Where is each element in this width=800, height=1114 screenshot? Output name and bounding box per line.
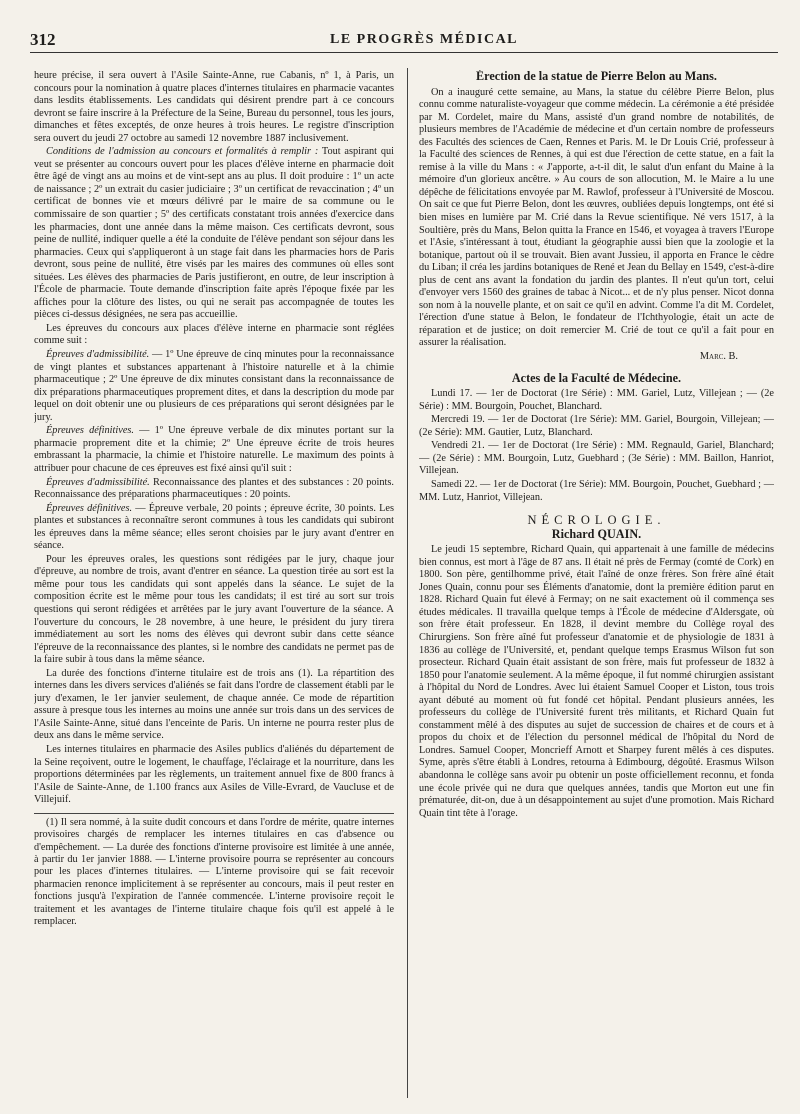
right-column xyxy=(419,70,774,1098)
footnote: (1) Il sera nommé, à la suite dudit concours et dans l'ordre de mérite, quatre internes provisoires chargés de remplacer les internes titulaires en cas d'absence ou d'empêchement. — La durée des fonctions d'interne provisoire est limitée à une année, à partir du 1er janvier 1888. — L'interne provisoire pourra se représenter au concours pour les places d'internes titulaires. — L'interne provisoire qui se fait recevoir pharmacien renonce implicitement à se représenter au concours, mais il peut rester en fonctions jusqu'à l'expiration de l'année commencée. L'interne provisoire reçoit le traitement et les avantages de l'interne titulaire chaque fois qu'il est appelé à le remplacer. xyxy=(34,816,394,927)
definitives-text: — 1º Une épreuve verbale de dix minutes portant sur la pharmacie proprement dite et la chimie; 2º Une épreuve écrite de trois heures embrassant la pharmacie, la chimie et l'histoire naturelle. Le maximum des points à attribuer pour chacune de ces épreuves est fixé ainsi qu'il suit : xyxy=(34,425,394,474)
points-definitives-title: Épreuves définitives. xyxy=(46,502,133,514)
definitives-title: Épreuves définitives. xyxy=(46,425,134,437)
faculte-title: Actes de la Faculté de Médecine. xyxy=(511,370,682,385)
points-definitives-paragraph xyxy=(34,503,394,553)
faculte-session: Mercredi 19. — 1er de Doctorat (1re Série): MM. Gariel, Bourgoin, Villejean; — (2e Série): MM. Gautier, Lutz, Blanchard. xyxy=(419,414,774,438)
definitives-paragraph xyxy=(34,425,394,475)
duree-fonctions-paragraph: La durée des fonctions d'interne titulaire est de trois ans (1). La répartition des internes dans les divers services d'aliénés se fait dans l'ordre de classement établi par le jury d'examen, le 1er janvier seulement, de chaque année. Ce mode de répartition assure à presque tous les internes au moins une année sur trois dans un des services de l'Asile Sainte-Anne, situé dans l'enceinte de Paris. Un interne ne pourra rester plus de deux ans dans le même service. xyxy=(34,667,394,742)
concours-conditions xyxy=(34,146,394,322)
conditions-title: Conditions de l'admission au concours et formalités à remplir : xyxy=(46,146,319,158)
points-admissibilite-paragraph xyxy=(34,477,394,502)
header-rule xyxy=(30,52,778,53)
belon-signature: Marc. B. xyxy=(699,351,738,363)
necrologie-body: Le jeudi 15 septembre, Richard Quain, qui appartenait à une famille de médecins bien connus, est mort à l'âge de 87 ans. Il était né près de Fermay (comté de Cork) en 1800. Son père, gentilhomme privé, était l'aîné de onze frères. Son frère aîné était Jones Quain, connu pour ses Éléments d'anatomie, dont la première édition parut en 1828. Richard Quain fut élevé à Fermay; on ne sait exactement où il commença ses études médicales. Il travailla quelque temps à l'École de médecine d'Aldersgate, où son frère était professeur. En 1828, il devint membre du Collège royal des Chirurgiens. Son frère aîné fut professeur d'anatomie et de physiologie de 1831 à 1836 au collège de l'Université, et, pendant quelque temps Erasmus Wilson fut son prosecteur. Richard Quain était assistant de son frère, mais fut professeur de 1832 à 1850 pour l'anatomie seulement. A la même époque, il fut nommé chirurgien assistant à l'hôpital du Nord de Londres. Avec lui étaient Samuel Cooper et Liston, tous trois ayant débuté au moment où fut fondé cet hôpital. Pendant plusieurs années, les professeurs du collège de l'Université furent très militants, et Richard Quain fut constamment mêlé à des disputes au sujet de succession de chaires et de cours et à propos du choix et de l'élection du personnel médical de l'hôpital du Nord de Londres. Samuel Cooper, Moncrieff Arnott et Sharpey furent mêlés à ces disputes. Syme, après s'être établi à Londres, retourna à Edimbourg, dégoûté. Erasmus Wilson abandonna le collège sans avoir pu obtenir un poste officiellement reconnu, et fonda une école privée qui ne dura que quelques années, tandis que Morton eut une fin prématurée, dit-on, due à un désappointement au sujet d'une promotion. Mais Richard Quain tint tête à l'orage. xyxy=(419,544,774,819)
left-column xyxy=(34,70,394,1098)
belon-article-title: Érection de la statue de Pierre Belon au Mans. xyxy=(476,70,717,83)
faculte-schedule xyxy=(419,388,774,504)
page-header xyxy=(30,28,778,54)
points-definitives-text: — Épreuve verbale, 20 points ; épreuve écrite, 30 points. Les plantes et substances à reconnaître seront communes à tous les candidats qui subiront les épreuves dans la même séance; elles seront choisies par le jury avant d'entrer en séance. xyxy=(34,502,394,552)
necrologie-name: Richard QUAIN. xyxy=(551,526,642,541)
column-divider xyxy=(407,68,408,1098)
faculte-session: Vendredi 21. — 1er de Doctorat (1re Série) : MM. Regnauld, Gariel, Blanchard; — (2e Série) : MM. Bourgoin, Lutz, Guebhard ; (3e Série) : MM. Baillon, Hanriot, Villejean. xyxy=(419,440,774,477)
faculte-session: Lundi 17. — 1er de Doctorat (1re Série) : MM. Gariel, Lutz, Villejean ; — (2e Série) : MM. Bourgoin, Pouchet, Blanchard. xyxy=(419,388,774,412)
admissibilite-text: — 1º Une épreuve de cinq minutes pour la reconnaissance de vingt plantes et substances appartenant à l'histoire naturelle et à la chimie pharmaceutique ; 2º Une épreuve de dix minutes consistant dans la reconnaissance de dix préparations pharmaceutiques proprement dites, et dans la description du mode par lequel on doit obtenir une ou plusieurs de ces préparations qui seront désignées par le jury. xyxy=(34,349,394,423)
traitement-paragraph: Les internes titulaires en pharmacie des Asiles publics d'aliénés du département de la Seine reçoivent, outre le logement, le chauffage, l'éclairage et la nourriture, dans les proportions déterminées par les règlements, un traitement annuel fixe de 800 francs à l'Asile de Sainte-Anne, de 1.100 francs aux Asiles de Ville-Evrard, de Vaucluse et de Villejuif. xyxy=(34,743,394,806)
conditions-text: Tout aspirant qui veut se présenter au concours ouvert pour les places d'élève interne en pharmacie doit être âgé de vingt ans au moins et de vint-sept ans au plus. Il doit produire : 1º un acte de naissance ; 2º un extrait du casier judiciaire ; 3º un certificat de revaccination ; 4º un certificat de bonnes vie et mœurs délivré par le maire de sa commune ou le commissaire de son quartier ; 5º des certificats constatant trois années d'exercice dans les pharmacies, dont une année dans la même maison. Ces certificats devront, sous peine de nullité, indiquer quelle a été la conduite de l'élève pendant son séjour dans les pharmacies. Ceux qui s'appliqueront à un stage fait dans les pharmacies hors de Paris devront, sous peine de nullité, être visés par les maires des communes où elles sont situées. Les élèves des pharmacies de Paris justifieront, en outre, de leur inscription à l'École de pharmacie. Toute demande d'inscription faite après l'époque fixée par les affiches pour la clôture des listes, ou qui ne serait pas accompagnée de toutes les pièces ci-dessus désignées, ne sera pas accueillie. xyxy=(34,146,394,321)
concours-paragraph-3: Les épreuves du concours aux places d'élève interne en pharmacie sont réglées comme suit : xyxy=(34,322,394,347)
epreuves-orales-paragraph: Pour les épreuves orales, les questions sont rédigées par le jury, chaque jour d'épreuve, au nombre de trois, avant d'entrer en séance. La question tirée au sort est la même pour tous les candidats qui sont appelés dans la séance. Le sujet de la composition écrite est le même pour tous les candidats; il est tiré au sort sur trois questions qui seront rédigées et arrêtées par le jury avant l'ouverture de la séance. A l'ouverture du concours, le 28 novembre, à une heure, le président du jury tirera immédiatement au sort les noms des élèves qui devront subir dans cette séance l'épreuve de la reconnaissance des plantes, si le nombre des candidats ne permet pas de la faire subir à tous dans la même séance. xyxy=(34,553,394,666)
belon-article-body: On a inauguré cette semaine, au Mans, la statue du célèbre Pierre Belon, plus connu comme naturaliste-voyageur que comme médecin. La cérémonie a été présidée par M. Cordelet, maire du Mans, assisté d'un grand nombre de notabilités, de plusieurs membres de l'Académie de médecine et d'un certain nombre de professeurs des Facultés des sciences de Caen, Rennes et Paris. M. le Dr Louis Crié, professeur à la Faculté des sciences de Rennes, à qui est due l'érection de cette statue, en a fait la remise à la ville du Mans : « J'apporte, a-t-il dit, le salut d'un enfant du Maine à la mémoire d'un glorieux ancêtre. » Au cours de son allocution, M. le Maire a lu une dépêche de félicitations envoyée par M. Rawlof, professeur à l'Université de Moscou. On sait ce que fut Pierre Belon, dont les œuvres, oubliées depuis longtemps, ont été si bien mises en lumière par M. Crié dans la Revue scientifique. Né vers 1517, à la Soultière, près du Mans, Belon quitta la France en 1546, et voyagea à travers l'Europe et l'Asie, s'intéressant à tout, étudiant la géographie aussi bien que la zoologie et la botanique, partout où il se trouvait. Bien avant Jussieu, il apporta en France le cèdre du Liban; il créa les jardins botaniques de René et Jean du Bellay en 1549, c'est-à-dire plus de cent ans avant la fondation du jardin des plantes. Il n'eut qu'un tort, celui d'envoyer vers 1560 des graines de tabac à Nicot... et de n'y plus penser. Nicot donna son nom à la nouvelle plante, et on sait ce qu'il en advint. Comme l'a dit M. Cordelet, l'érection d'une statue à Belon, le fondateur de l'Ichthyologie, était un acte de réparation et de justice; on doit remercier M. Crié de tout ce qu'il a fait pour en assurer la réalisation. xyxy=(419,86,774,349)
newspaper-page xyxy=(30,28,778,1100)
points-admissibilite-text: Reconnaissance des plantes et des substances : 20 points. Reconnaissance des préparations pharmaceutiques : 20 points. xyxy=(34,476,394,501)
admissibilite-title: Épreuves d'admissibilité. xyxy=(46,349,150,361)
points-admissibilite-title: Épreuves d'admissibilité. xyxy=(46,476,150,488)
admissibilite-paragraph xyxy=(34,349,394,424)
necrologie-heading: NÉCROLOGIE. xyxy=(527,513,666,528)
footnote-rule xyxy=(34,813,394,814)
concours-paragraph-1: heure précise, il sera ouvert à l'Asile Sainte-Anne, rue Cabanis, nº 1, à Paris, un concours pour la nomination à quatre places d'internes titulaires en pharmacie vacantes dans lesdits établissements. Les candidats qui désirent prendre part à ce concours devront se faire inscrire à la Préfecture de la Seine, Bureau du personnel, tous les jours, dimanches et fêtes exceptés, de onze heures à trois heures. Le registre d'inscription sera ouvert du jeudi 27 octobre au samedi 12 novembre 1887 inclusivement. xyxy=(34,70,394,144)
page-number: 312 xyxy=(30,30,56,49)
journal-title: LE PROGRÈS MÉDICAL xyxy=(330,32,519,47)
faculte-session: Samedi 22. — 1er de Doctorat (1re Série): MM. Bourgoin, Pouchet, Guebhard ; — MM. Lutz, Hanriot, Villejean. xyxy=(419,478,774,503)
